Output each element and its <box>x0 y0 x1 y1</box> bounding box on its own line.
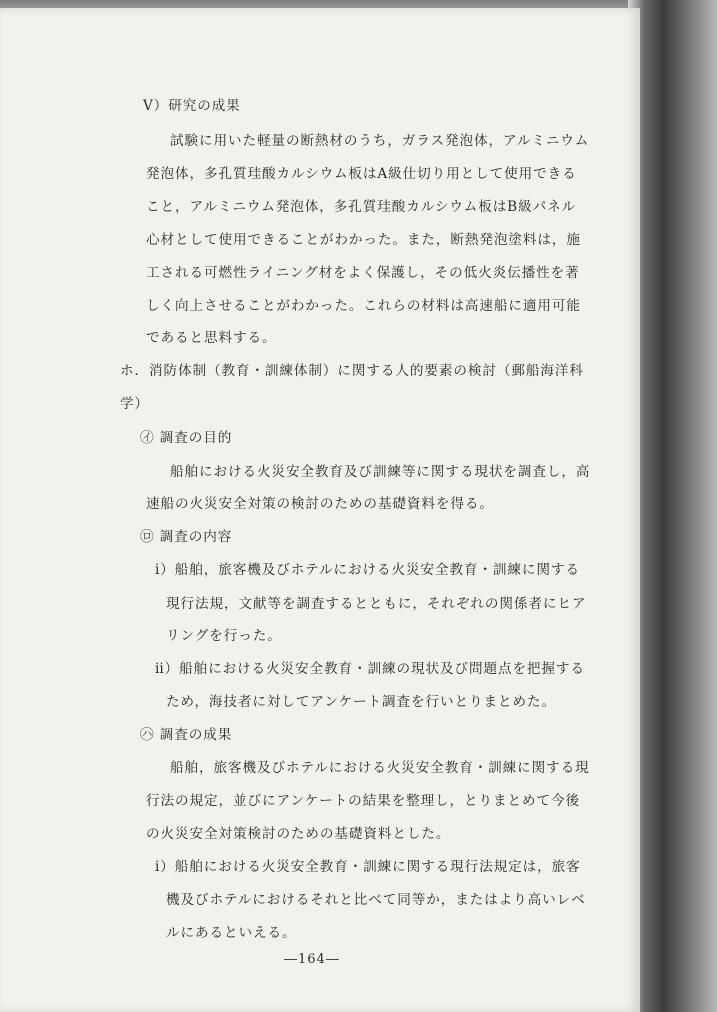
list-item-line: ⅱ）船舶における火災安全教育・訓練の現状及び問題点を把握する <box>155 661 585 677</box>
section-heading-cont: 学） <box>120 396 149 412</box>
paragraph-line: 行法の規定，並びにアンケートの結果を整理し，とりまとめて今後 <box>146 793 580 809</box>
list-item-line: 機及びホテルにおけるそれと比べて同等か，またはより高いレベ <box>166 892 586 908</box>
paragraph-line: 心材として使用できることがわかった。また，断熱発泡塗料は，施 <box>146 232 581 248</box>
paragraph-line: 工される可燃性ライニング材をよく保護し，その低火炎伝播性を著 <box>146 265 580 281</box>
paragraph-line: 発泡体，多孔質珪酸カルシウム板はA級仕切り用として使用できる <box>146 166 577 182</box>
section-heading: ホ．消防体制（教育・訓練体制）に関する人的要素の検討（郵船海洋科 <box>120 363 584 379</box>
list-item-line: 現行法規，文献等を調査するとともに，それぞれの関係者にヒア <box>166 596 587 612</box>
paragraph-line: の火災安全対策検討のための基礎資料とした。 <box>146 826 451 842</box>
page-number: ―164― <box>284 952 340 967</box>
list-item-line: ⅰ）船舶，旅客機及びホテルにおける火災安全教育・訓練に関する <box>155 562 580 578</box>
paragraph-line: 船舶，旅客機及びホテルにおける火災安全教育・訓練に関する現 <box>170 760 590 776</box>
paragraph-line: しく向上させることがわかった。これらの材料は高速船に適用可能 <box>146 298 581 314</box>
paragraph-line: こと，アルミニウム発泡体，多孔質珪酸カルシウム板はB級パネル <box>146 199 577 215</box>
section-heading: V）研究の成果 <box>143 98 241 114</box>
paragraph-line: 試験に用いた軽量の断熱材のうち，ガラス発泡体，アルミニウム <box>170 133 590 149</box>
list-item-line: ルにあるといえる。 <box>166 925 297 941</box>
subsection-heading: ㋺ 調査の内容 <box>140 529 233 545</box>
list-item-line: ⅰ）船舶における火災安全教育・訓練に関する現行法規定は，旅客 <box>155 859 581 875</box>
paragraph-line: 速船の火災安全対策の検討のための基礎資料を得る。 <box>146 496 494 512</box>
paragraph-line: であると思料する。 <box>146 330 277 346</box>
subsection-heading: ㋑ 調査の目的 <box>140 430 233 446</box>
list-item-line: リングを行った。 <box>166 628 282 644</box>
book-spine <box>628 0 717 1012</box>
paragraph-line: 船舶における火災安全教育及び訓練等に関する現状を調査し，高 <box>170 464 591 480</box>
document-page <box>0 8 640 1012</box>
list-item-line: ため，海技者に対してアンケート調査を行いとりまとめた。 <box>166 694 556 710</box>
subsection-heading: ㋩ 調査の成果 <box>140 727 233 743</box>
